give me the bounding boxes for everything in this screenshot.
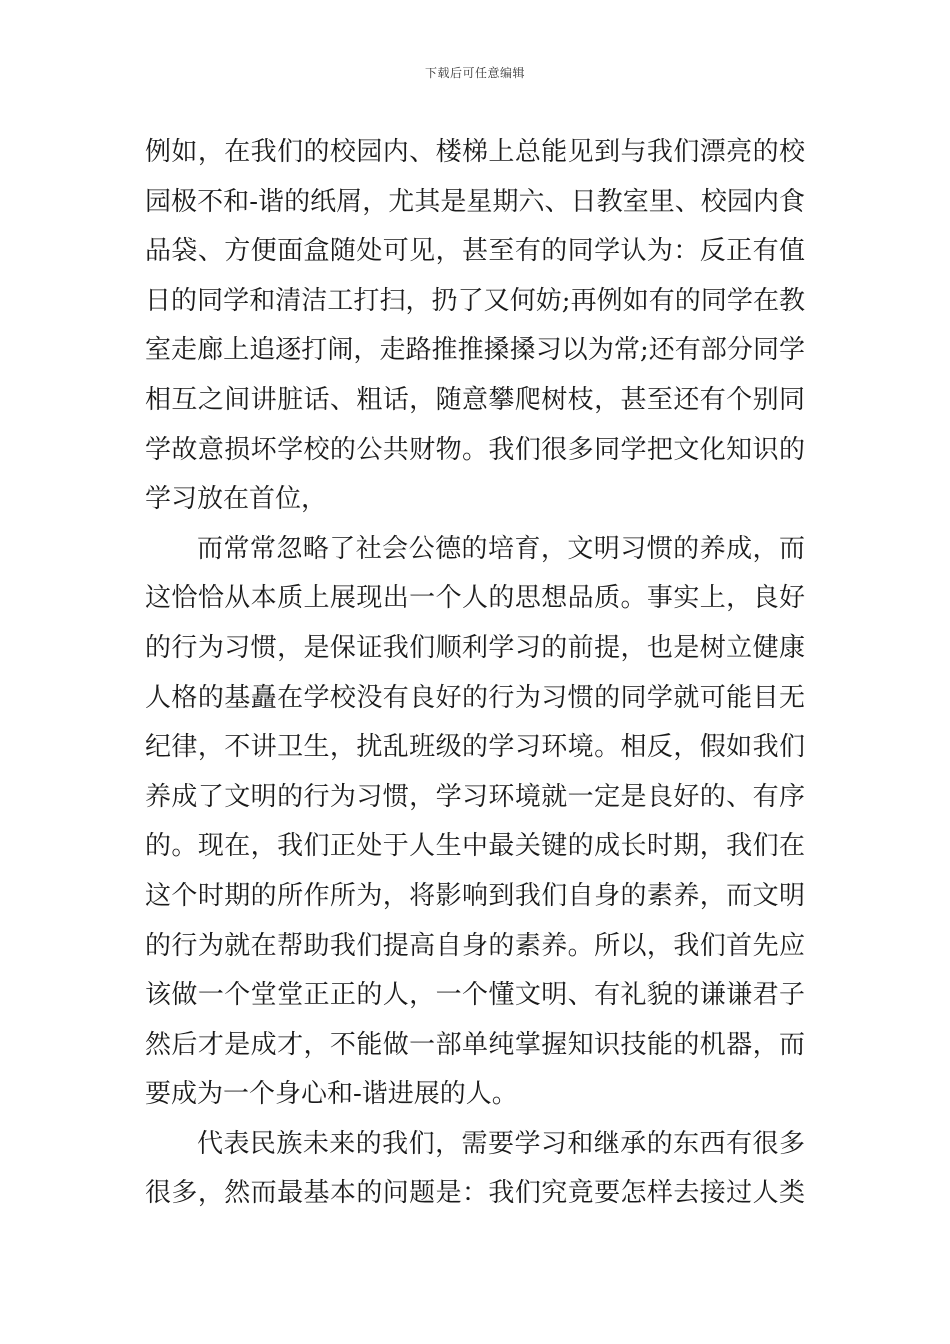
- text-line: 园极不和-谐的纸屑，尤其是星期六、日教室里、校园内食: [145, 186, 805, 217]
- text-line: 的行为就在帮助我们提高自身的素养。所以，我们首先应: [145, 930, 805, 961]
- text-line: 该做一个堂堂正正的人，一个懂文明、有礼貌的谦谦君子: [145, 980, 805, 1011]
- text-line: 品袋、方便面盒随处可见，甚至有的同学认为：反正有值: [145, 236, 805, 267]
- text-line: 例如，在我们的校园内、楼梯上总能见到与我们漂亮的校: [145, 137, 805, 167]
- text-line: 然后才是成才，不能做一部单纯掌握知识技能的机器，而: [145, 1029, 805, 1060]
- text-line: 纪律，不讲卫生，扰乱班级的学习环境。相反，假如我们: [145, 732, 805, 763]
- document-body: [145, 128, 805, 1219]
- text-line: 很多，然而最基本的问题是：我们究竟要怎样去接过人类: [145, 1178, 805, 1209]
- text-line: 而常常忽略了社会公德的培育，文明习惯的养成，而: [197, 533, 805, 564]
- text-line: 的。现在，我们正处于人生中最关键的成长时期，我们在: [145, 831, 805, 862]
- text-line: 相互之间讲脏话、粗话，随意攀爬树枝，甚至还有个别同: [145, 384, 805, 415]
- text-line: 学故意损坏学校的公共财物。我们很多同学把文化知识的: [145, 434, 805, 465]
- text-line: 这个时期的所作所为，将影响到我们自身的素养，而文明: [145, 880, 805, 911]
- text-line: 日的同学和清洁工打扫，扔了又何妨;再例如有的同学在教: [145, 285, 805, 316]
- text-line: 的行为习惯，是保证我们顺利学习的前提，也是树立健康: [145, 632, 805, 663]
- text-line: 这恰恰从本质上展现出一个人的思想品质。事实上，良好: [145, 583, 805, 614]
- page-header: 下载后可任意编辑: [424, 66, 525, 80]
- text-line: 要成为一个身心和-谐进展的人。: [145, 1079, 518, 1110]
- text-line: 学习放在首位，: [145, 484, 328, 515]
- text-line: 室走廊上追逐打闹，走路推推搡搡习以为常;还有部分同学: [145, 335, 805, 366]
- text-line: 代表民族未来的我们，需要学习和继承的东西有很多: [197, 1128, 805, 1159]
- text-line: 人格的基矗在学校没有良好的行为习惯的同学就可能目无: [145, 682, 805, 713]
- text-line: 养成了文明的行为习惯，学习环境就一定是良好的、有序: [145, 781, 805, 812]
